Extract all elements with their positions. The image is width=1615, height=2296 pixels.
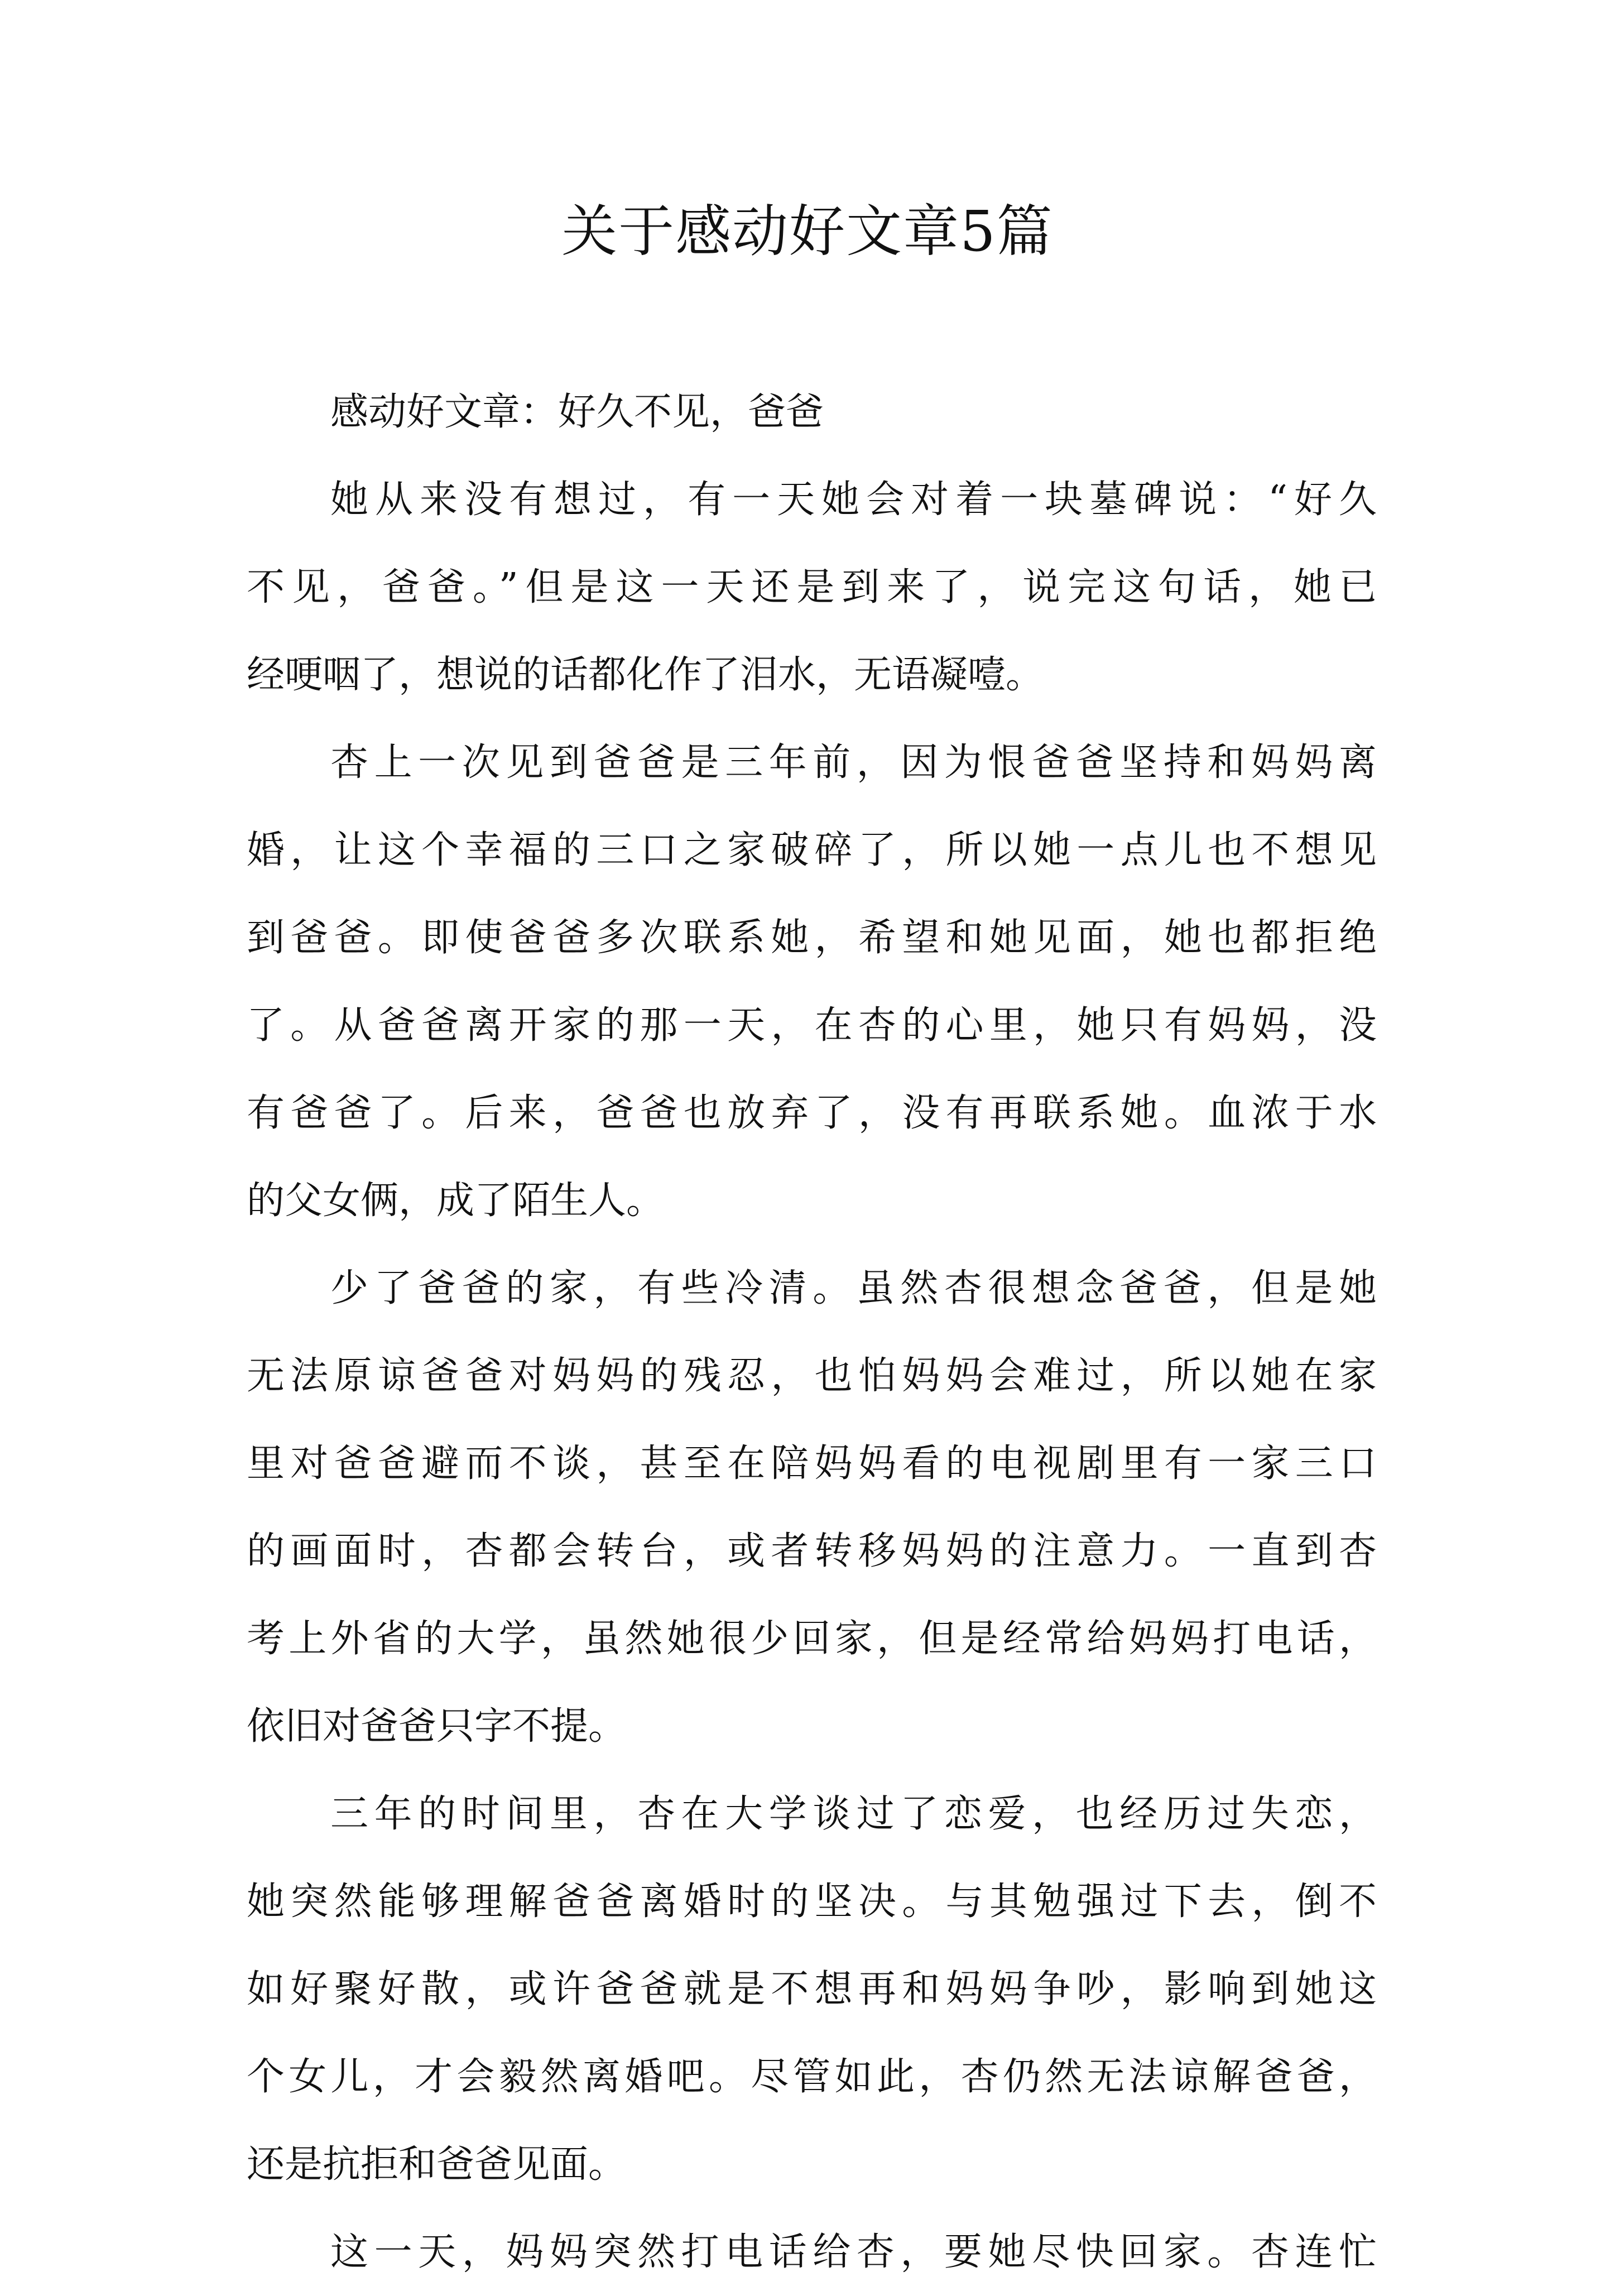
text-line: 三年的时间里，杏在大学谈过了恋爱，也经历过失恋， <box>330 1792 1377 1836</box>
text-line: 婚，让这个幸福的三口之家破碎了，所以她一点儿也不想见 <box>247 828 1377 872</box>
text-line: 里对爸爸避而不谈，甚至在陪妈妈看的电视剧里有一家三口 <box>247 1442 1377 1486</box>
text-line: 她突然能够理解爸爸离婚时的坚决。与其勉强过下去，倒不 <box>247 1880 1377 1924</box>
text-line: 不见，爸爸。”但是这一天还是到来了，说完这句话，她已 <box>247 565 1377 609</box>
text-line: 她从来没有想过，有一天她会对着一块墓碑说：“好久 <box>330 478 1377 522</box>
text-line: 这一天，妈妈突然打电话给杏，要她尽快回家。杏连忙 <box>330 2230 1377 2274</box>
text-line: 考上外省的大学，虽然她很少回家，但是经常给妈妈打电话， <box>247 1617 1377 1661</box>
text-line: 了。从爸爸离开家的那一天，在杏的心里，她只有妈妈，没 <box>247 1003 1377 1048</box>
text-line: 无法原谅爸爸对妈妈的残忍，也怕妈妈会难过，所以她在家 <box>247 1354 1377 1398</box>
text-line: 如好聚好散，或许爸爸就是不想再和妈妈争吵，影响到她这 <box>247 1967 1377 2011</box>
text-line: 到爸爸。即使爸爸多次联系她，希望和她见面，她也都拒绝 <box>247 916 1377 960</box>
document-body <box>247 368 1377 2296</box>
text-line: 的父女俩，成了陌生人。 <box>247 1179 665 1223</box>
document-title: 关于感动好文章5篇 <box>561 199 1054 264</box>
text-line: 感动好文章：好久不见，爸爸 <box>330 390 824 434</box>
text-line: 少了爸爸的家，有些冷清。虽然杏很想念爸爸，但是她 <box>330 1266 1377 1310</box>
text-line: 个女儿，才会毅然离婚吧。尽管如此，杏仍然无法谅解爸爸， <box>247 2055 1377 2099</box>
text-line: 杏上一次见到爸爸是三年前，因为恨爸爸坚持和妈妈离 <box>330 741 1377 785</box>
text-line: 有爸爸了。后来，爸爸也放弃了，没有再联系她。血浓于水 <box>247 1091 1377 1135</box>
text-line: 经哽咽了，想说的话都化作了泪水，无语凝噎。 <box>247 653 1044 697</box>
text-line: 依旧对爸爸只字不提。 <box>247 1704 627 1749</box>
text-line: 还是抗拒和爸爸见面。 <box>247 2143 627 2187</box>
text-line: 的画面时，杏都会转台，或者转移妈妈的注意力。一直到杏 <box>247 1529 1377 1573</box>
